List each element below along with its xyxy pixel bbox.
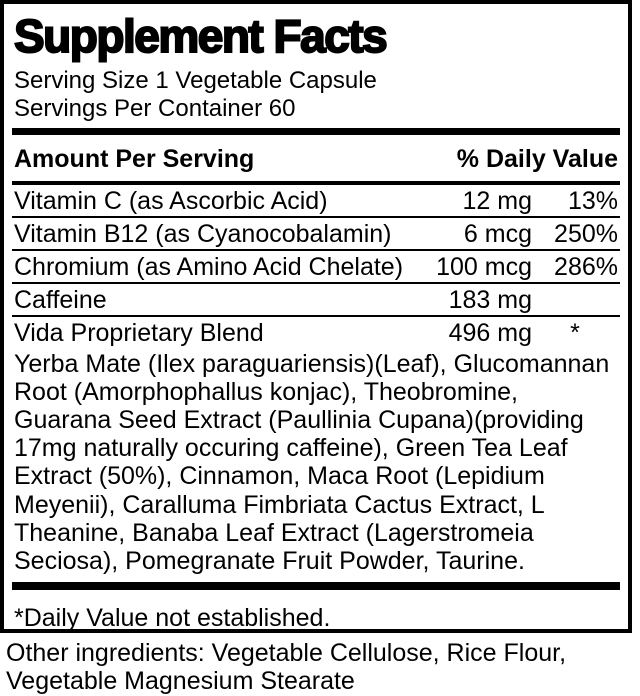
nutrient-amount: 6 mcg	[463, 219, 532, 248]
table-row	[12, 218, 620, 251]
thick-rule-bottom	[12, 582, 620, 590]
servings-per-container: Servings Per Container 60	[14, 94, 296, 122]
header-amount-per-serving: Amount Per Serving	[14, 144, 255, 173]
daily-value-footnote: *Daily Value not established.	[14, 604, 331, 633]
nutrient-amount: 100 mcg	[436, 252, 532, 281]
nutrient-name: Vitamin C (as Ascorbic Acid)	[14, 187, 328, 215]
nutrient-daily-value: 13%	[567, 186, 618, 215]
thick-rule-top	[12, 128, 620, 135]
nutrient-name: Vitamin B12 (as Cyanocobalamin)	[14, 220, 392, 248]
panel-title: Supplement Facts	[14, 10, 387, 62]
table-header	[12, 135, 620, 185]
table-row	[12, 317, 620, 348]
nutrient-daily-value: *	[570, 318, 580, 347]
nutrient-name: Chromium (as Amino Acid Chelate)	[14, 253, 404, 281]
table-row	[12, 284, 620, 317]
proprietary-blend-ingredients: Yerba Mate (Ilex paraguariensis)(Leaf), Glucomannan Root (Amorphophallus konjac), Theobromine, Guarana Seed Extract (Paullinia Cupana)(providing 17mg naturally occuring caffeine), Green Tea Leaf Extract (50%), Cinnamon, Maca Root (Lepidium Meyenii), Caralluma Fimbriata Cactus Extract, L Theanine, Banaba Leaf Extract (Lagerstromeia Seciosa), Pomegranate Fruit Powder, Taurine.	[14, 349, 610, 576]
nutrient-daily-value: 250%	[554, 219, 618, 248]
nutrient-amount: 496 mg	[448, 318, 532, 347]
nutrient-amount: 12 mg	[462, 186, 532, 215]
other-ingredients: Other ingredients: Vegetable Cellulose, Rice Flour, Vegetable Magnesium Stearate	[6, 639, 567, 695]
nutrient-daily-value: 286%	[554, 252, 618, 281]
nutrient-name: Caffeine	[14, 286, 107, 314]
nutrient-amount: 183 mg	[448, 285, 532, 314]
header-daily-value: % Daily Value	[456, 144, 618, 173]
table-row	[12, 251, 620, 284]
nutrient-name: Vida Proprietary Blend	[14, 319, 264, 347]
serving-size: Serving Size 1 Vegetable Capsule	[14, 66, 377, 94]
table-row	[12, 185, 620, 218]
